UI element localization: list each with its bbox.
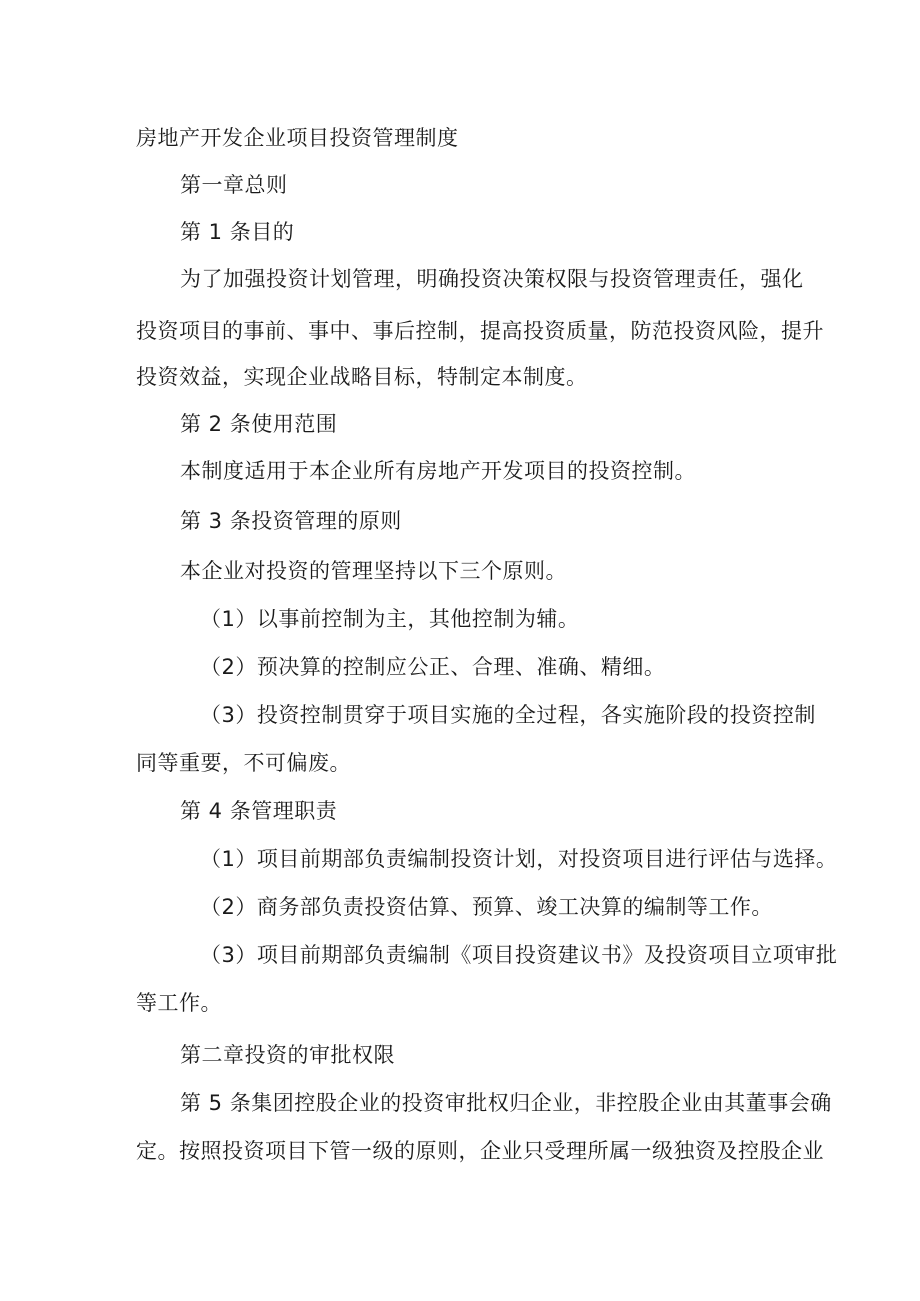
list-item: （2）预决算的控制应公正、合理、准确、精细。 bbox=[200, 655, 666, 679]
list-item: （1）项目前期部负责编制投资计划，对投资项目进行评估与选择。 bbox=[200, 847, 838, 871]
list-item: （3）项目前期部负责编制《项目投资建议书》及投资项目立项审批 bbox=[200, 943, 838, 967]
list-item: （2）商务部负责投资估算、预算、竣工决算的编制等工作。 bbox=[200, 895, 773, 919]
document-title: 房地产开发企业项目投资管理制度 bbox=[136, 126, 459, 150]
list-item-continuation: 同等重要，不可偏废。 bbox=[136, 751, 351, 775]
list-item: （3）投资控制贯穿于项目实施的全过程，各实施阶段的投资控制 bbox=[200, 703, 816, 727]
paragraph-line: 投资项目的事前、事中、事后控制，提高投资质量，防范投资风险，提升 bbox=[136, 319, 824, 343]
paragraph-line: 本制度适用于本企业所有房地产开发项目的投资控制。 bbox=[180, 459, 696, 483]
article-heading: 第 1 条目的 bbox=[180, 220, 295, 244]
list-item: （1）以事前控制为主，其他控制为辅。 bbox=[200, 607, 580, 631]
chapter-heading: 第一章总则 bbox=[180, 173, 288, 197]
paragraph-line: 定。按照投资项目下管一级的原则，企业只受理所属一级独资及控股企业 bbox=[136, 1139, 824, 1163]
paragraph-line: 为了加强投资计划管理，明确投资决策权限与投资管理责任，强化 bbox=[180, 267, 804, 291]
paragraph-line: 第 5 条集团控股企业的投资审批权归企业，非控股企业由其董事会确 bbox=[180, 1091, 832, 1115]
article-heading: 第 2 条使用范围 bbox=[180, 412, 338, 436]
paragraph-line: 投资效益，实现企业战略目标，特制定本制度。 bbox=[136, 365, 588, 389]
article-heading: 第 3 条投资管理的原则 bbox=[180, 509, 402, 533]
paragraph-line: 本企业对投资的管理坚持以下三个原则。 bbox=[180, 559, 567, 583]
chapter-heading: 第二章投资的审批权限 bbox=[180, 1043, 395, 1067]
list-item-continuation: 等工作。 bbox=[136, 991, 222, 1015]
article-heading: 第 4 条管理职责 bbox=[180, 799, 338, 823]
